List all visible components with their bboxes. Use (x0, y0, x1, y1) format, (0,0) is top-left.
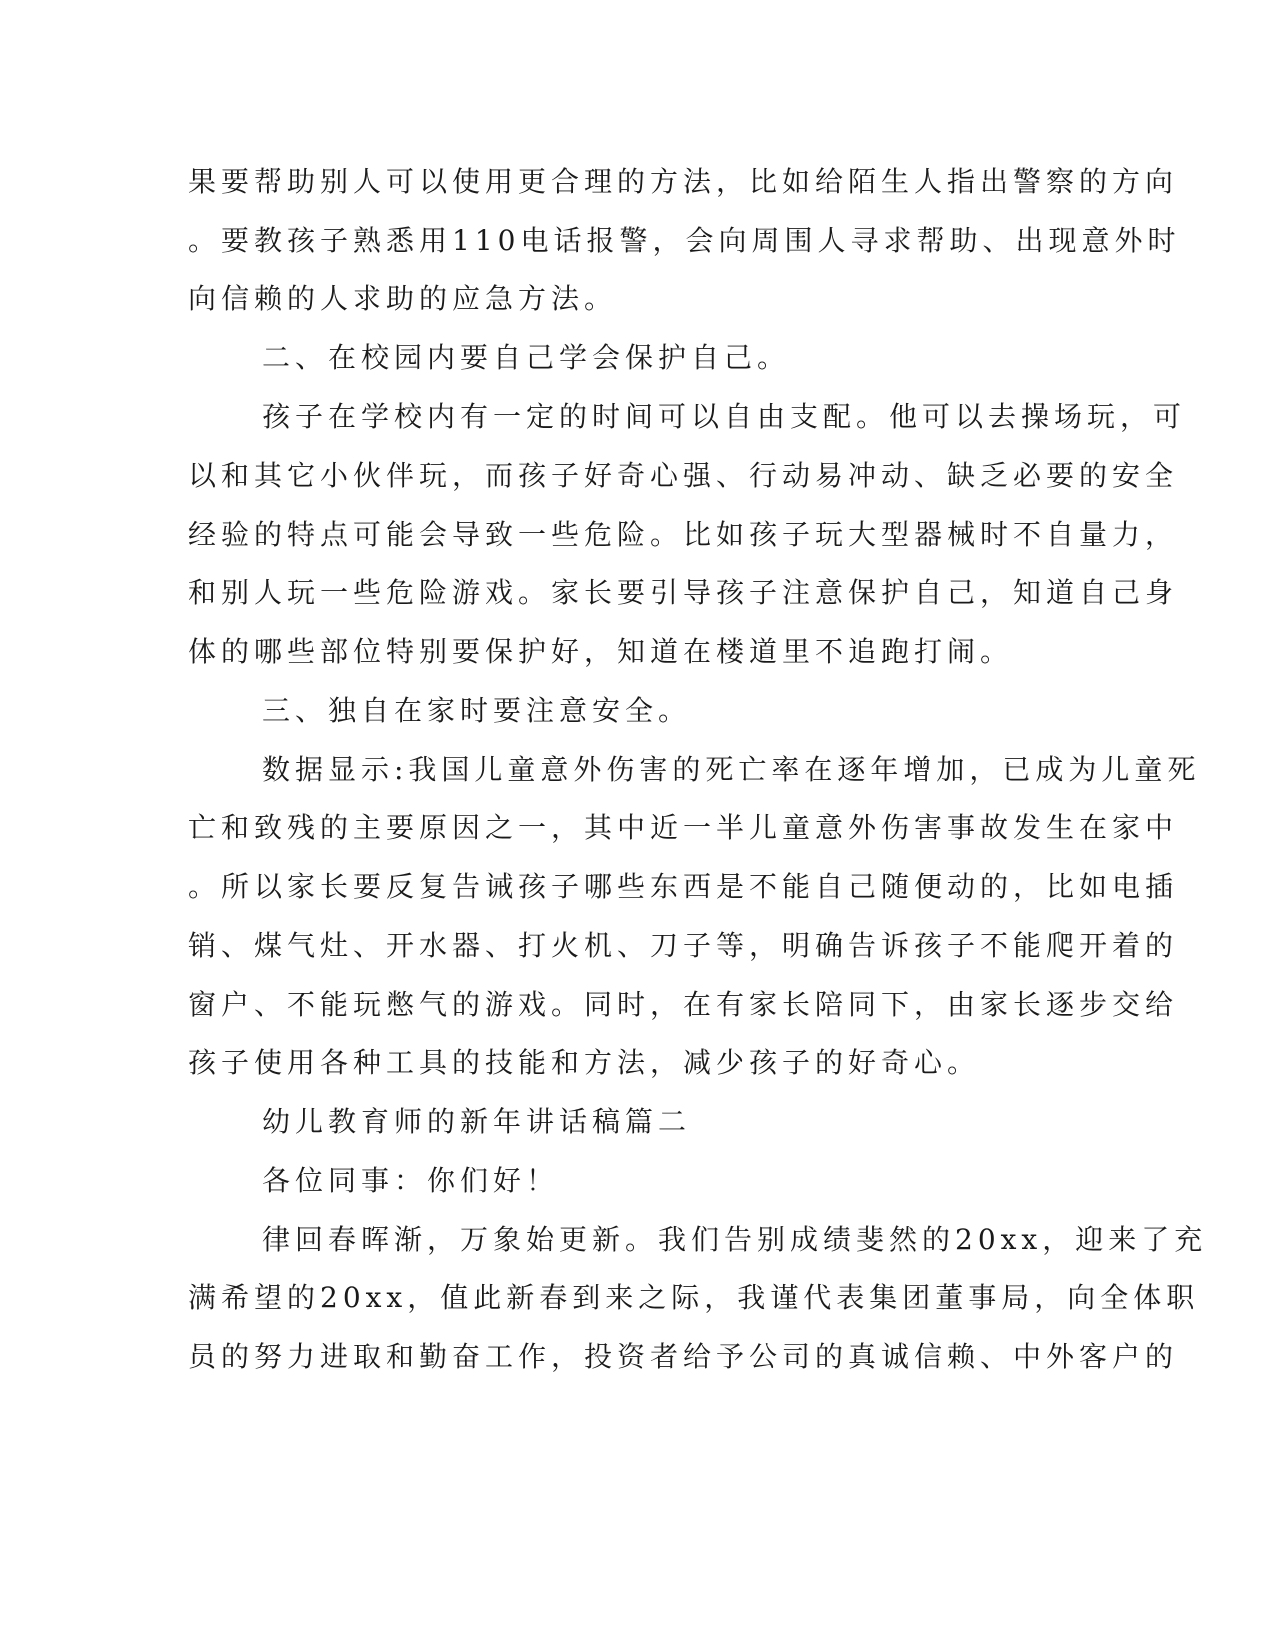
paragraph-first-line: 孩子在学校内有一定的时间可以自由支配。他可以去操场玩，可 (262, 400, 1187, 433)
body-text-line: 体的哪些部位特别要保护好，知道在楼道里不追跑打闹。 (188, 635, 1014, 668)
body-text-line: 以和其它小伙伴玩，而孩子好奇心强、行动易冲动、缺乏必要的安全 (188, 459, 1179, 492)
body-text-line: 向信赖的人求助的应急方法。 (188, 282, 618, 315)
body-text-line: 。要教孩子熟悉用110电话报警，会向周围人寻求帮助、出现意外时 (188, 224, 1181, 257)
section-heading: 二、在校园内要自己学会保护自己。 (262, 341, 791, 374)
body-text-line: 满希望的20xx，值此新春到来之际，我谨代表集团董事局，向全体职 (188, 1281, 1200, 1314)
body-text-line: 和别人玩一些危险游戏。家长要引导孩子注意保护自己，知道自己身 (188, 576, 1179, 609)
section-heading: 三、独自在家时要注意安全。 (262, 694, 692, 727)
body-text-line: 经验的特点可能会导致一些危险。比如孩子玩大型器械时不自量力， (188, 518, 1179, 551)
body-text-line: 亡和致残的主要原因之一，其中近一半儿童意外伤害事故发生在家中 (188, 811, 1179, 844)
paragraph-first-line: 数据显示:我国儿童意外伤害的死亡率在逐年增加，已成为儿童死 (262, 753, 1201, 786)
paragraph-first-line: 律回春晖渐，万象始更新。我们告别成绩斐然的20xx，迎来了充 (262, 1223, 1208, 1256)
body-text-line: 窗户、不能玩憋气的游戏。同时，在有家长陪同下，由家长逐步交给 (188, 988, 1179, 1021)
salutation: 各位同事：你们好！ (262, 1164, 560, 1197)
document-subtitle: 幼儿教育师的新年讲话稿篇二 (262, 1105, 692, 1138)
body-text-line: 员的努力进取和勤奋工作，投资者给予公司的真诚信赖、中外客户的 (188, 1340, 1179, 1373)
body-text-line: 销、煤气灶、开水器、打火机、刀子等，明确告诉孩子不能爬开着的 (188, 929, 1179, 962)
body-text-line: 。所以家长要反复告诫孩子哪些东西是不能自己随便动的，比如电插 (188, 870, 1179, 903)
body-text-line: 果要帮助别人可以使用更合理的方法，比如给陌生人指出警察的方向 (188, 165, 1179, 198)
body-text-line: 孩子使用各种工具的技能和方法，减少孩子的好奇心。 (188, 1046, 981, 1079)
